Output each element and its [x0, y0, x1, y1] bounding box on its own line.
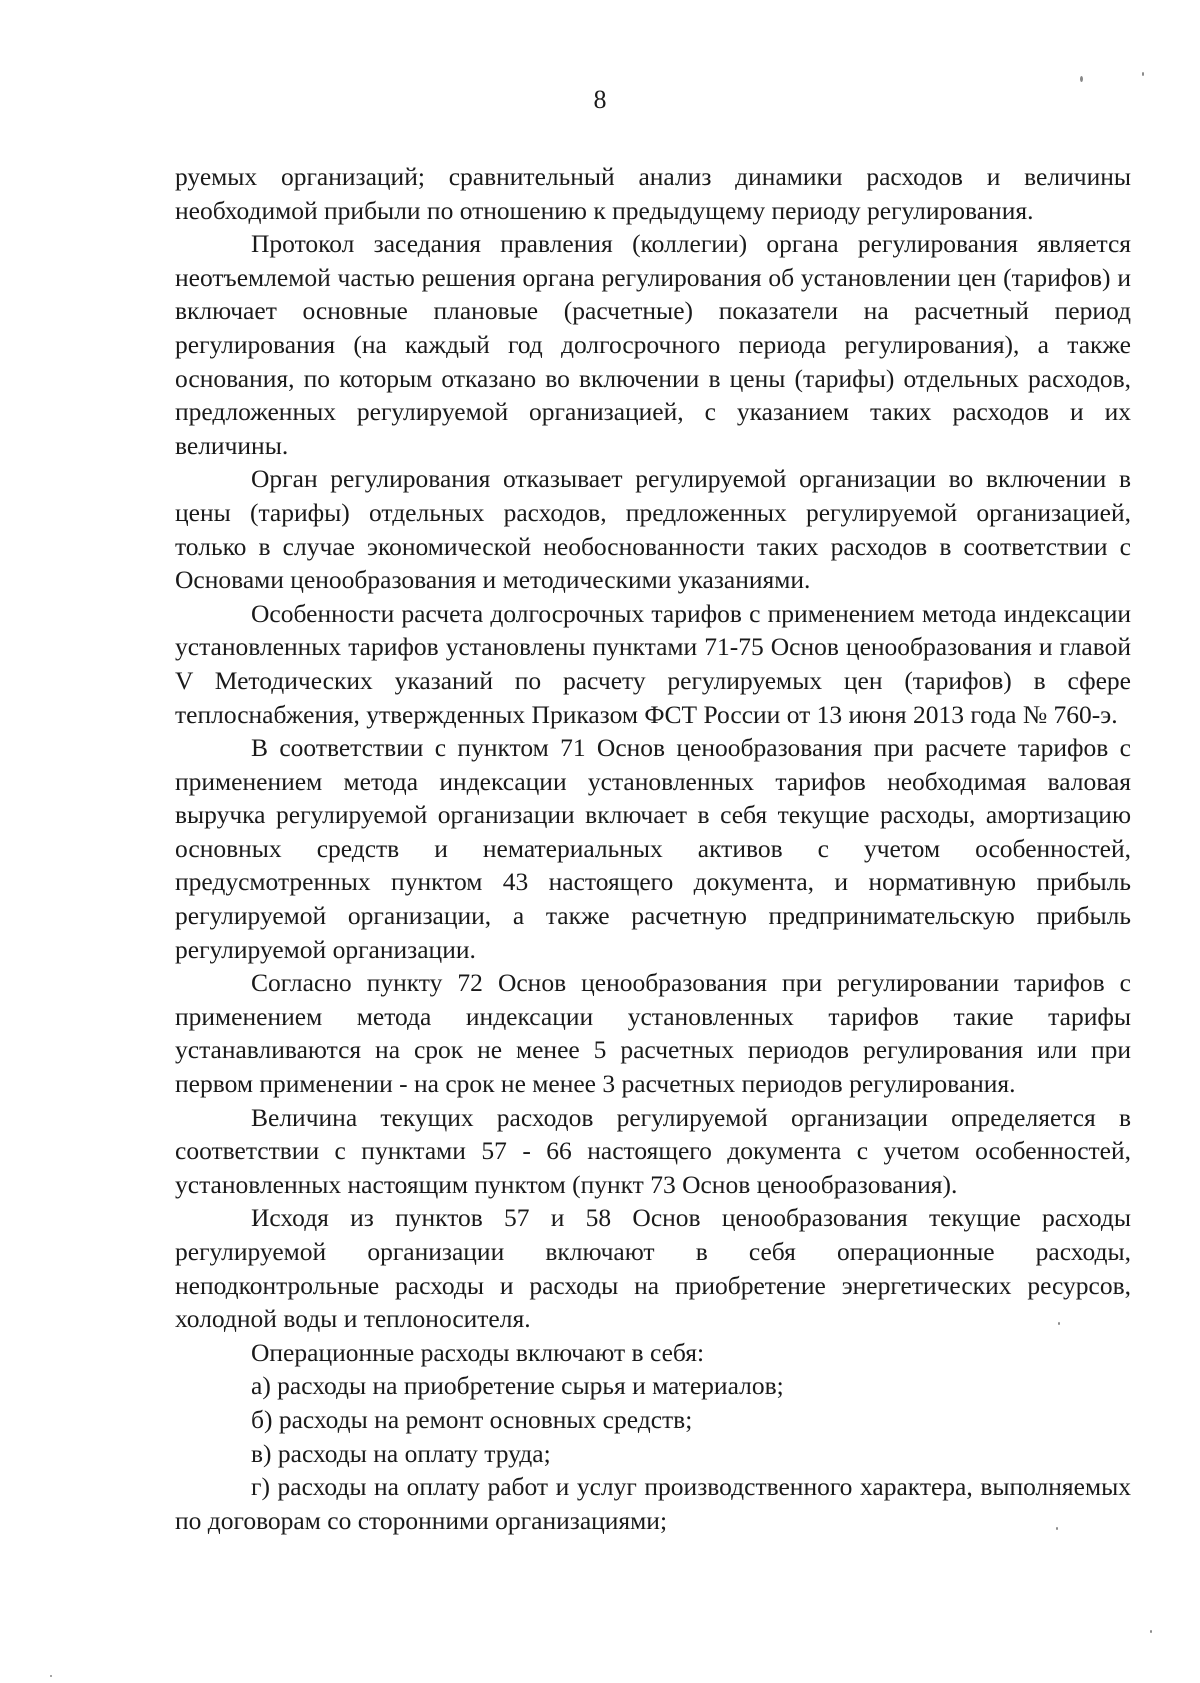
scan-speck: [1056, 1527, 1058, 1530]
scan-speck: [50, 1675, 52, 1677]
paragraph-point-72: Согласно пункту 72 Основ ценообразования при регулировании тарифов с применением метода индексации установленных тарифов такие тарифы устанавливаются на срок не менее 5 расчетных периодов регулирования или при первом применении - на срок не менее 3 расчетных периодов регулирования.: [175, 968, 1131, 1099]
scan-speck: [1150, 1630, 1152, 1633]
list-item-a: а) расходы на приобретение сырья и материалов;: [251, 1371, 784, 1401]
page-number: 8: [593, 85, 607, 114]
scan-speck: [1058, 1322, 1060, 1325]
list-item-c: в) расходы на оплату труда;: [251, 1438, 551, 1468]
list-item-d: г) расходы на оплату работ и услуг производственного характера, выполняемых по договорам со сторонними организациями;: [175, 1472, 1131, 1535]
paragraph-point-71: В соответствии с пунктом 71 Основ ценообразования при расчете тарифов с применением метода индексации установленных тарифов необходимая валовая выручка регулируемой организации включает в себя текущие расходы, амортизацию основных средств и нематериальных активов с учетом особенностей, предусмотренных пунктом 43 настоящего документа, и нормативную прибыль регулируемой организации, а также расчетную предпринимательскую прибыль регулируемой организации.: [175, 733, 1131, 964]
list-intro: Операционные расходы включают в себя:: [251, 1337, 705, 1367]
paragraph-long-term-tariffs: Особенности расчета долгосрочных тарифов с применением метода индексации установленных тарифов установлены пунктами 71-75 Основ ценообразования и главой V Методических указаний по расчету регулируемых цен (тарифов) в сфере теплоснабжения, утвержденных Приказом ФСТ России от 13 июня 2013 года № 760-э.: [175, 598, 1131, 729]
paragraph-continuation: руемых организаций; сравнительный анализ динамики расходов и величины необходимой прибыли по отношению к предыдущему периоду регулирования.: [175, 162, 1131, 225]
document-body: [175, 160, 1131, 1537]
scan-speck: [1080, 76, 1083, 82]
list-item-b: б) расходы на ремонт основных средств;: [251, 1404, 693, 1434]
paragraph-points-57-58: Исходя из пунктов 57 и 58 Основ ценообразования текущие расходы регулируемой организации включают в себя операционные расходы, неподконтрольные расходы и расходы на приобретение энергетических ресурсов, холодной воды и теплоносителя.: [175, 1203, 1131, 1334]
paragraph-protocol: Протокол заседания правления (коллегии) органа регулирования является неотъемлемой частью решения органа регулирования об установлении цен (тарифов) и включает основные плановые (расчетные) показатели на расчетный период регулирования (на каждый год долгосрочного периода регулирования), а также основания, по которым отказано во включении в цены (тарифы) отдельных расходов, предложенных регулируемой организацией, с указанием таких расходов и их величины.: [175, 229, 1131, 460]
scan-speck: [1142, 72, 1144, 76]
paragraph-current-expenses: Величина текущих расходов регулируемой организации определяется в соответствии с пунктами 57 - 66 настоящего документа с учетом особенностей, установленных настоящим пунктом (пункт 73 Основ ценообразования).: [175, 1102, 1131, 1199]
paragraph-refusal: Орган регулирования отказывает регулируемой организации во включении в цены (тарифы) отдельных расходов, предложенных регулируемой организацией, только в случае экономической необоснованности таких расходов в соответствии с Основами ценообразования и методическими указаниями.: [175, 464, 1131, 595]
